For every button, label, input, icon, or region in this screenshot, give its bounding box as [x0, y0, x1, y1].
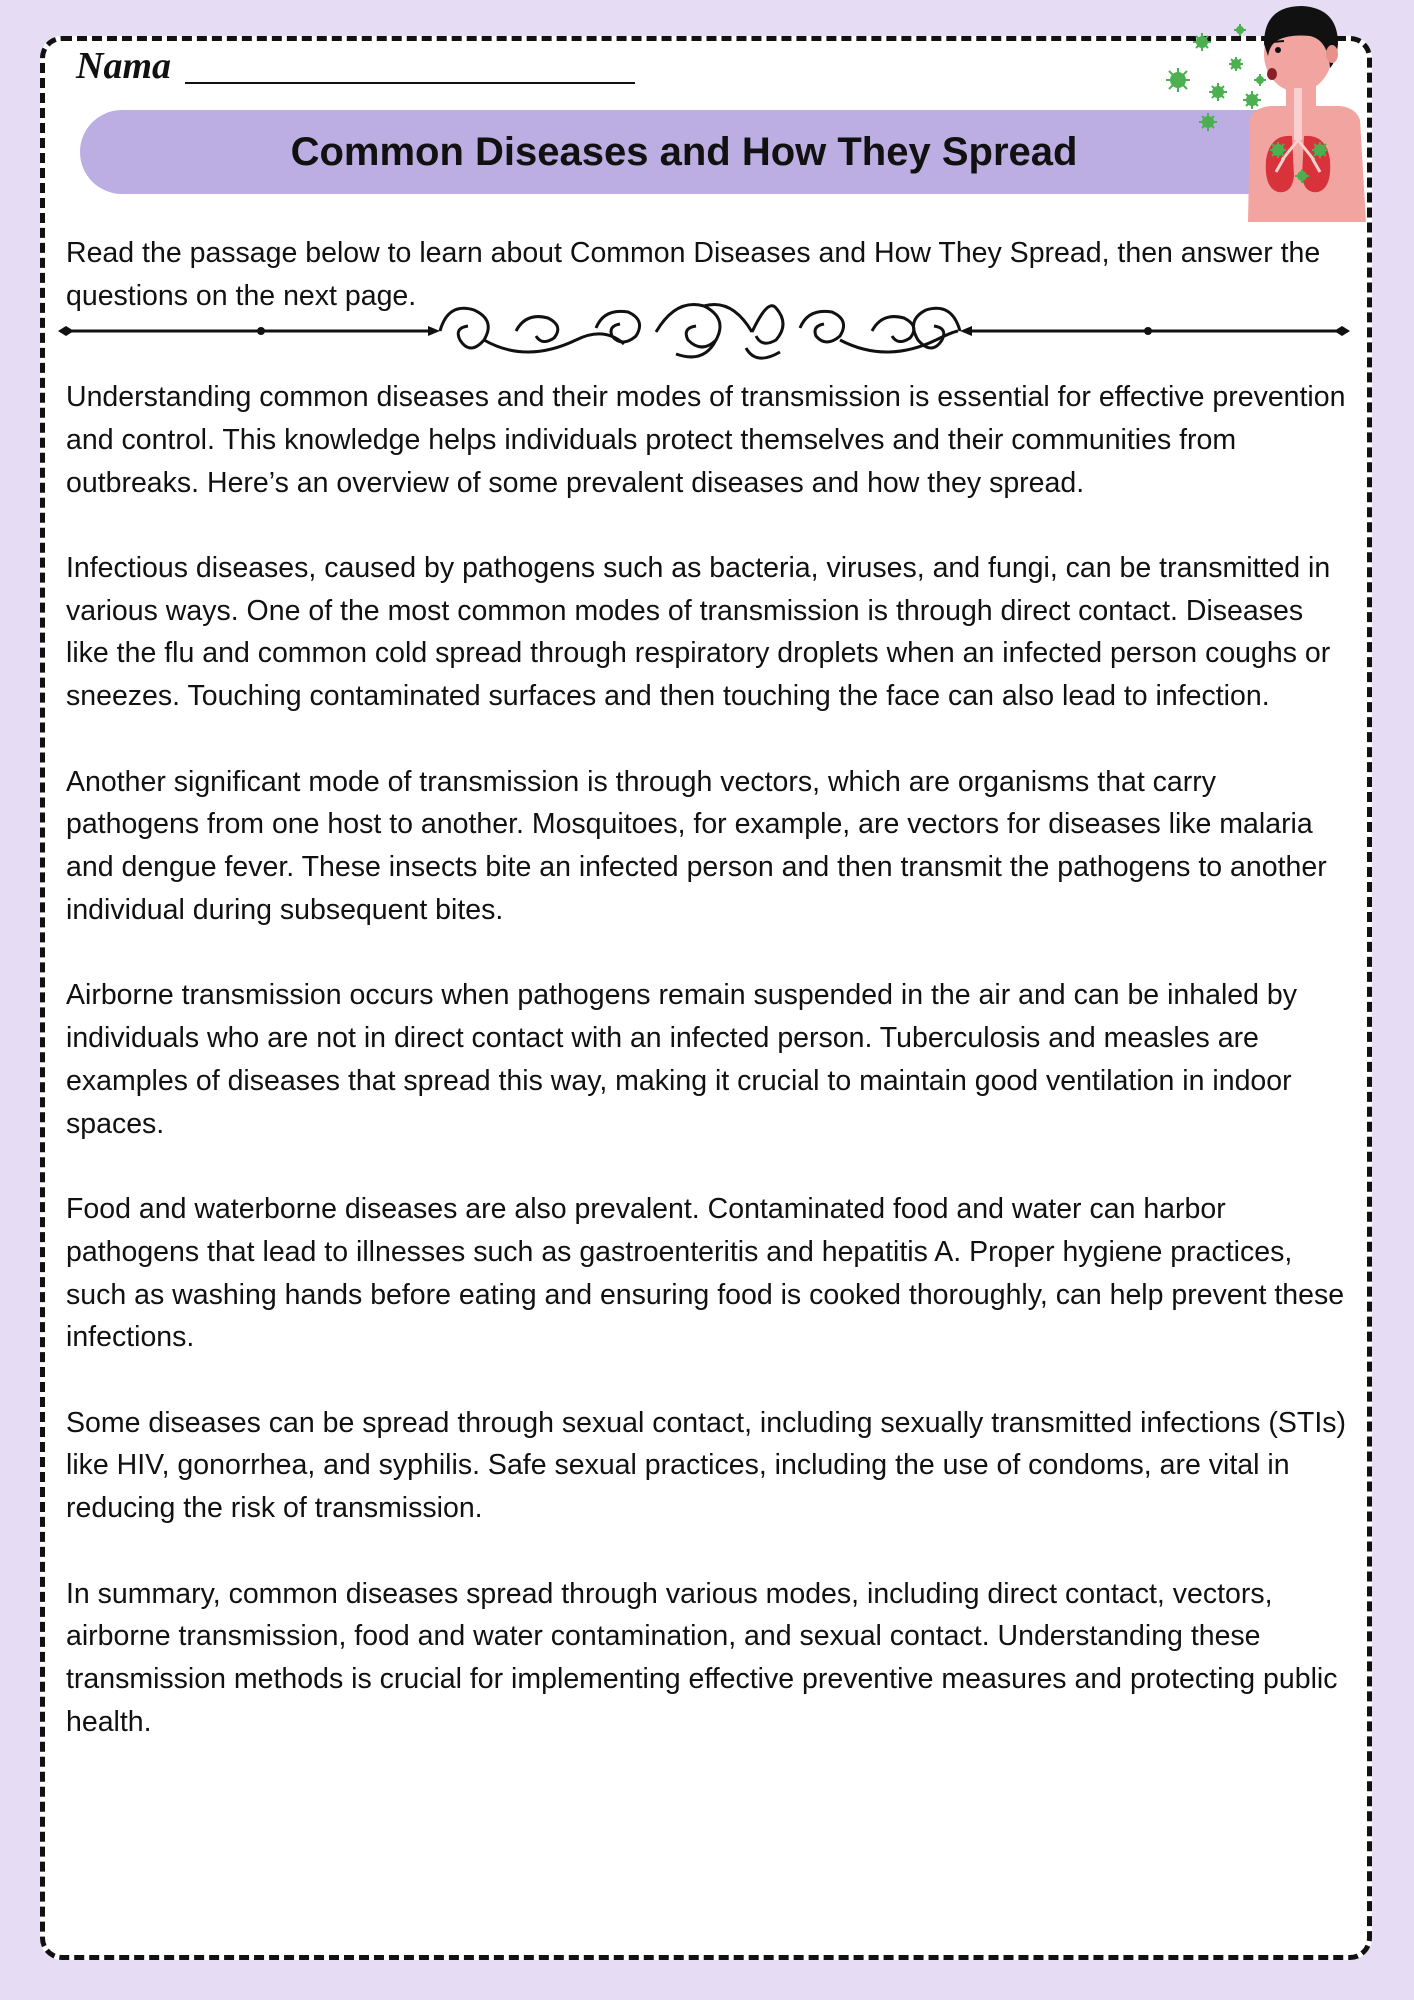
name-row — [76, 44, 635, 88]
passage-paragraph: Airborne transmission occurs when pathogens remain suspended in the air and can be inhaled by individuals who are not in direct contact with an infected person. Tuberculosis and measles are examples of diseases that spread this way, making it crucial to maintain good ventilation in indoor spaces. — [66, 979, 1297, 1140]
name-field-line[interactable] — [185, 82, 635, 84]
passage-paragraph: Food and waterborne diseases are also prevalent. Contaminated food and water can harbor pathogens that lead to illnesses such as gastroenteritis and hepatitis A. Proper hygiene practices, such as washing hands before eating and ensuring food is cooked thoroughly, can help prevent these infections. — [66, 1192, 1345, 1354]
ornamental-swirl-divider — [56, 288, 1352, 374]
intro-instructions: Read the passage below to learn about Common Diseases and How They Spread, then answer the questions on the next page. — [66, 237, 1321, 312]
name-label: Nama — [76, 45, 171, 87]
passage-paragraph: In summary, common diseases spread through various modes, including direct contact, vectors, airborne transmission, food and water contamination, and sexual contact. Understanding these transmission methods is crucial for implementing effective preventive measures and protecting public health. — [66, 1577, 1338, 1738]
person-coughing-germs-lungs-icon — [1160, 0, 1380, 222]
passage-paragraph: Understanding common diseases and their modes of transmission is essential for effective prevention and control. This knowledge helps individuals protect themselves and their communities from outbreaks. Here’s an overview of some prevalent diseases and how they spread. — [66, 381, 1346, 499]
passage-paragraph: Another significant mode of transmission is through vectors, which are organisms that carry pathogens from one host to another. Mosquitoes, for example, are vectors for diseases like malaria and dengue fever. These insects bite an infected person and then transmit the pathogens to another individual during subsequent bites. — [66, 765, 1327, 926]
page-title: Common Diseases and How They Spread — [290, 129, 1078, 174]
passage-paragraph: Some diseases can be spread through sexual contact, including sexually transmitted infections (STIs) like HIV, gonorrhea, and syphilis. Safe sexual practices, including the use of condoms, are vital in reducing the risk of transmission. — [66, 1406, 1346, 1525]
passage-paragraph: Infectious diseases, caused by pathogens such as bacteria, viruses, and fungi, can be transmitted in various ways. One of the most common modes of transmission is through direct contact. Diseases like the flu and common cold spread through respiratory droplets when an infected person coughs or sneezes. Touching contaminated surfaces and then touching the face can also lead to infection. — [66, 551, 1331, 713]
title-banner — [80, 110, 1348, 194]
reading-passage — [66, 376, 1352, 1786]
